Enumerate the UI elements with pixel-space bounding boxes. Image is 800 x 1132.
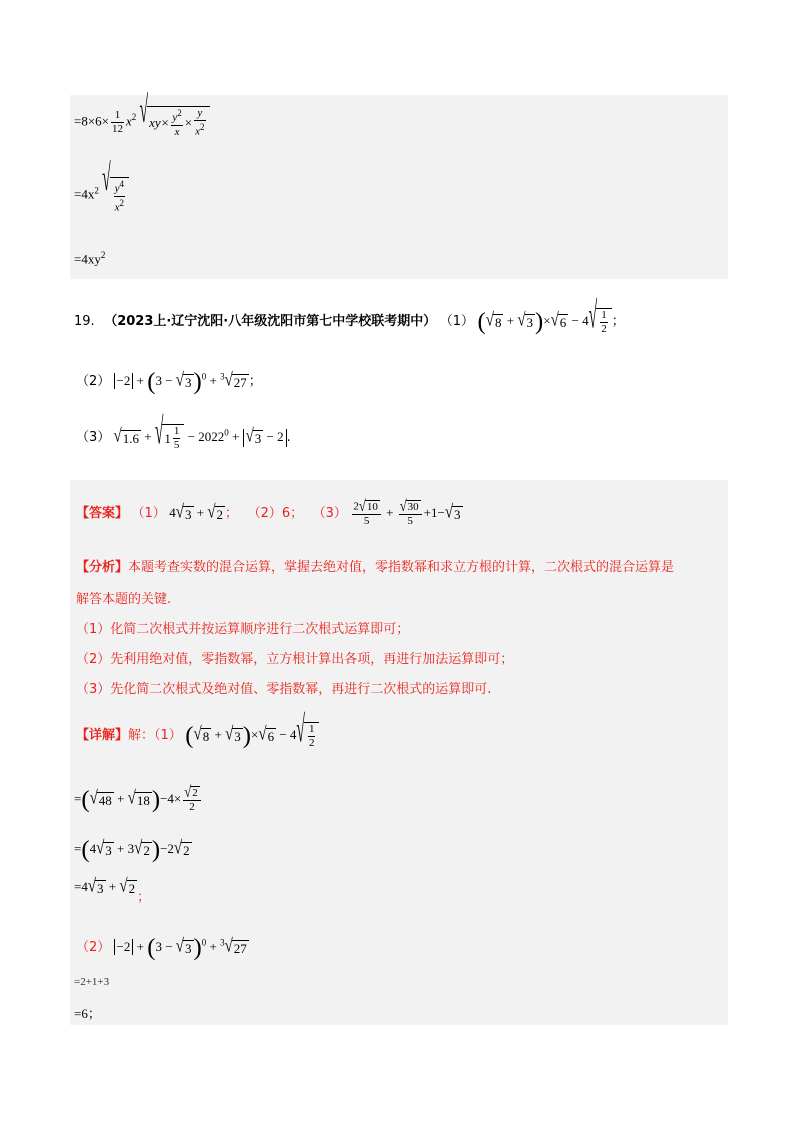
answer-label: 【答案】 [76,505,129,521]
punct: ； [137,890,151,905]
radical: √ 27 [224,370,247,391]
text: xy× [149,114,170,130]
radicand: 6 [559,314,567,330]
analysis-item-1: （1）化简二次根式并按运算顺序进行二次根式运算即可； [76,622,410,637]
detail-expression: ( √ 8 + √ 3 )× √ 6 − 4 √ 1 2 [185,727,319,742]
root-index: 3 [220,371,225,382]
radicand: 2 [183,842,190,858]
radical: √ $y^4$ $x^2$ [102,177,129,214]
analysis-line-2: 解答本题的关键. [76,592,172,607]
solution-line-2 [74,158,129,214]
times: × [184,114,193,130]
absolute-value: −2 [114,373,134,389]
radical: √ 8 [485,310,502,331]
problem-1-expression: ( √ 8 + √ 3 )× √ 6 − 4 √ 1 2 ； [477,296,625,337]
punct: ； [225,505,239,521]
text: = [74,790,82,806]
part-label: （1） [131,505,166,521]
num: 2 [353,500,359,513]
part-label: （3） [76,429,111,445]
fraction [111,109,124,136]
text: 2022 [198,428,225,444]
detail-line [76,710,319,751]
part-label: （1） [439,313,475,329]
radicand: 27 [233,374,247,390]
solution-line-1 [74,90,210,139]
exp: 2 [119,197,125,208]
radical: √ 1.6 [113,426,139,447]
text: =4xy [74,251,101,267]
fraction [114,178,125,214]
analysis-line-1 [76,556,674,575]
exp: 0 [224,427,229,438]
exp: 4 [119,179,125,189]
detail-step-3: =4 √ 3 + √ 2 ； [74,876,151,905]
radicand: 2 [128,880,136,896]
radicand: 10 [366,501,378,513]
radicand: 3 [97,880,104,896]
analysis-item-2: （2）先利用绝对值，零指数幂，立方根计算出各项，再进行加法运算即可； [76,652,514,667]
text: =8×6× [74,113,109,129]
radicand: 18 [136,792,150,808]
radical: √ 6 [550,310,567,331]
den: 5 [173,439,180,451]
exp: 2 [177,108,182,118]
text: 4 [169,504,176,520]
problem-19-part-2: （2） −2 + (3 − √ 3 )$^0$ + $^3$ √ 27 ； [76,368,262,395]
den: 12 [112,122,123,135]
detail-step-2: =(4 √ 3 + 3 √ 2 )−2 √ 2 [74,836,190,863]
radical: √ 1 2 [589,308,612,336]
punct: . [286,429,291,445]
problem-source: （2023上·辽宁沈阳·八年级沈阳市第七中学校联考期中） [104,313,437,329]
problem-19-header [74,296,625,337]
radicand: 8 [494,314,502,330]
num: y [197,107,203,119]
answer-2: （2）6； [247,505,304,521]
text: −2 [160,840,174,856]
radicand: 1.6 [122,430,139,446]
punct: ； [611,313,625,329]
fraction [194,107,205,139]
var: x [126,113,132,129]
den: x [114,201,120,214]
radicand: 3 [105,842,112,858]
text: 3 − [155,372,176,388]
radicand: 3 [526,314,534,330]
solution-line-3 [74,250,105,267]
detail-step-1: =( √ 48 + √ 18 )−4× √ 2 2 [74,786,203,814]
radical: √ 3 [517,310,534,331]
radicand: 2 [192,787,198,799]
text: = [74,840,82,856]
detail-label: 【详解】 [76,727,129,743]
fraction [171,107,182,139]
num: y [114,182,120,195]
part-label: （2） [76,373,111,389]
detail-intro: 解：（1） [128,727,182,743]
exp: 0 [201,371,207,382]
text: 1 [164,430,171,446]
radical: √ 3 [175,370,192,391]
radicand: 48 [98,792,112,808]
text: −4× [160,790,182,806]
absolute-value: √ 3 − 2 [243,429,287,447]
part-label: （3） [312,505,347,521]
num: 1 [111,109,124,123]
num: 1 [173,425,180,437]
radicand: 3 [254,430,262,446]
analysis-label: 【分析】 [76,560,129,575]
radical: √ xy× $\frac{y^2}{x}$ × $\frac{y}{x^2}$ [140,106,210,139]
detail-part-2-step-2: =6； [74,1006,101,1021]
answer-3: 2 √ 10 5 + √ 30 5 +1− √ 3 [353,497,461,527]
exp: 2 [94,185,99,196]
text: =4 [74,879,88,894]
den: 2 [189,801,195,813]
problem-number: 19. [74,313,95,329]
exp: 2 [131,111,137,122]
analysis-text: 本题考查实数的混合运算，掌握去绝对值，零指数幂和求立方根的计算，二次根式的混合运算是 [128,560,675,575]
den: x [174,125,180,138]
den: 5 [407,515,413,527]
part-label: （2） [76,939,111,955]
radicand: 3 [185,374,192,390]
coef: 4 [582,312,589,328]
text: +1− [423,504,445,520]
detail-part-2-step-1: =2+1+3 [74,976,110,988]
den: 5 [363,515,370,527]
problem-19-part-3: （3） √ 1.6 + √ 1 $\frac{1}{5}$ − $2022^0$ + √ 3 − 2 . [76,412,291,453]
answer-line [76,497,463,528]
punct: ； [248,373,262,389]
analysis-item-3: （3）先化简二次根式及绝对值、零指数幂，再进行二次根式的运算即可. [76,682,492,697]
exp: 2 [200,122,205,132]
radicand: 30 [407,501,419,513]
answer-1: 4 √ 3 + √ 2 [169,502,224,523]
detail-part-2: （2） −2 + (3 − √ 3 )$^0$ + $^3$ √ 27 [76,934,247,961]
coef: 3 [127,840,135,856]
coef: 4 [89,840,97,856]
radical: √ 1 $\frac{1}{5}$ [155,424,185,452]
den: x [195,125,201,138]
num: y [172,111,178,124]
text: =4x [74,186,95,202]
radicand: 2 [143,842,150,858]
exp: 2 [100,250,106,260]
